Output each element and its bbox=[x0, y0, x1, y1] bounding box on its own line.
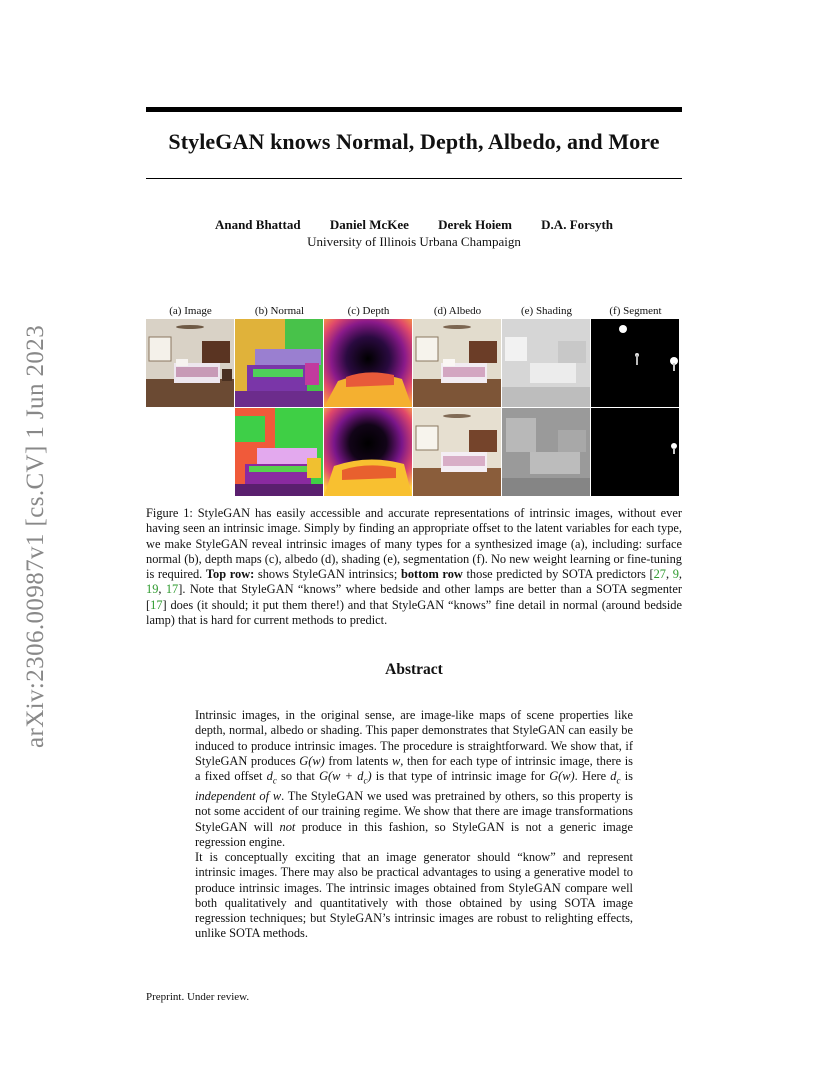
math-gw: G(w) bbox=[299, 753, 325, 768]
citation-17-second[interactable]: 17 bbox=[150, 597, 163, 612]
math-gwdc-end: ) bbox=[367, 769, 372, 784]
citation-17[interactable]: 17 bbox=[165, 582, 179, 597]
top-segment-panel bbox=[591, 319, 679, 407]
caption-bottom-row-label: bottom row bbox=[400, 567, 463, 582]
abstract-p1-d: so that bbox=[276, 769, 320, 784]
bottom-normal-panel bbox=[235, 408, 323, 496]
caption-intro: Figure 1: StyleGAN has easily accessible and accurate representations of intrinsic images, without ever having seen an intrinsic image. Simply by finding an appropriate offset to the latent variables for each type, we make StyleGAN reveal intrinsic images of many types for a synthesized image (a), including: surface normal (b), depth maps (c), albedo (d), shading (e), segmentation (f). No new weight learning or fine-tuning is required. bbox=[146, 506, 682, 582]
figure-labels bbox=[146, 305, 682, 319]
caption-top-row-label: Top row: bbox=[205, 567, 255, 582]
footer-note: Preprint. Under review. bbox=[146, 991, 250, 1003]
caption-bottom-row-text: those predicted by SOTA predictors [ bbox=[466, 567, 654, 582]
label-depth: (c) Depth bbox=[347, 305, 390, 317]
abstract-p1-a: Intrinsic images, in the original sense, are image-like maps of scene properties like depth, normal, albedo or shading. This paper demonstrates that StyleGAN can easily be induced to produce intrinsic images. The procedure is straightforward. We show that, if StyleGAN produces bbox=[195, 708, 633, 768]
arxiv-stamp: arXiv:2306.00987v1 [cs.CV] 1 Jun 2023 bbox=[22, 324, 49, 748]
abstract-heading: Abstract bbox=[385, 661, 443, 678]
abstract-paragraph-2: It is conceptually exciting that an image generator should “know” and represent intrinsic images. There may also be practical advantages to using a generative model to produce intrinsic images. The intrinsic images obtained from StyleGAN compare well both qualitatively and quantitatively with those obtained by using SOTA image regression techniques; but StyleGAN’s intrinsic images are robust to relighting effects, unlike SOTA methods. bbox=[195, 850, 633, 941]
top-normal-panel bbox=[235, 319, 323, 407]
abstract-paragraph-1 bbox=[195, 708, 633, 850]
abstract-p1-c: , then for each type of intrinsic image, there is a fixed offset bbox=[195, 753, 633, 784]
affiliation: University of Illinois Urbana Champaign bbox=[307, 234, 521, 249]
math-dc-2-sub: c bbox=[616, 775, 621, 786]
top-depth-panel bbox=[324, 319, 412, 407]
math-dc-sub: c bbox=[272, 775, 277, 786]
bottom-segment-panel bbox=[591, 408, 679, 496]
label-albedo: (d) Albedo bbox=[433, 305, 482, 317]
abstract-p1-emphasis: independent of w bbox=[195, 788, 282, 803]
top-shading-panel bbox=[502, 319, 590, 407]
bottom-albedo-panel bbox=[413, 408, 501, 496]
paper-title: StyleGAN knows Normal, Depth, Albedo, and More bbox=[168, 129, 660, 154]
math-dc: d bbox=[266, 769, 273, 784]
label-segment: (f) Segment bbox=[609, 305, 662, 317]
bottom-shading-panel bbox=[502, 408, 590, 496]
citation-9[interactable]: 9 bbox=[672, 567, 679, 582]
caption-mid-text: ]. Note that StyleGAN “knows” where bedside and other lamps are better than a SOTA segmenter [ bbox=[146, 582, 682, 612]
abstract-p1-g: is bbox=[620, 769, 633, 784]
top-image-panel bbox=[146, 319, 234, 407]
top-albedo-panel bbox=[413, 319, 501, 407]
math-gwdc: G(w + d bbox=[319, 769, 364, 784]
abstract-p1-b: from latents bbox=[324, 753, 392, 768]
math-dc-2: d bbox=[610, 769, 617, 784]
caption-end-text: ] does (it should; it put them there!) and that StyleGAN “knows” fine detail in normal (around bedside lamp) that is hard for current methods to predict. bbox=[146, 597, 682, 628]
bottom-depth-panel bbox=[324, 408, 412, 496]
citation-19[interactable]: 19 bbox=[146, 582, 159, 597]
abstract-p1-i: produce in this fashion, so StyleGAN is not a generic image regression engine. bbox=[195, 819, 633, 849]
math-gwdc-sub: c bbox=[363, 775, 368, 786]
author-names bbox=[146, 217, 682, 233]
label-image: (a) Image bbox=[169, 305, 212, 317]
abstract-p1-f: . Here bbox=[574, 769, 611, 784]
math-w: w bbox=[392, 753, 401, 768]
citation-27[interactable]: 27 bbox=[653, 567, 666, 582]
abstract-p1-e: is that type of intrinsic image for bbox=[371, 769, 550, 784]
author-4: D.A. Forsyth bbox=[541, 217, 614, 232]
caption-top-row-text: shows StyleGAN intrinsics; bbox=[257, 567, 398, 582]
author-3: Derek Hoiem bbox=[438, 217, 512, 232]
abstract-p1-h: . The StyleGAN we used was pretrained by others, so this property is not some accident of our training regime. We show that there are image transformations StyleGAN will bbox=[195, 788, 633, 834]
figure-caption: Figure 1: StyleGAN has easily accessible and accurate representations of intrinsic images, without ever having seen an intrinsic image. Simply by finding an appropriate offset to the latent variables for each type, we make StyleGAN reveal intrinsic images of many types for a synthesized image (a), including: surface normal (b), depth maps (c), albedo (d), shading (e), segmentation (f). No new weight learning or fine-tuning is required. Top row: shows StyleGAN intrinsics; bottom row those predicted by SOTA predictors [27, 9, 19, 17]. Note that StyleGAN “knows” where bedside and other lamps are better than a SOTA segmenter [17] does (it should; it put them there!) and that StyleGAN “knows” fine detail in normal (around bedside lamp) that is hard for current methods to predict. bbox=[146, 506, 682, 628]
label-shading: (e) Shading bbox=[520, 305, 572, 317]
author-2: Daniel McKee bbox=[329, 217, 409, 232]
abstract-p1-not: not bbox=[279, 819, 296, 834]
author-block bbox=[146, 217, 682, 250]
label-normal: (b) Normal bbox=[254, 305, 305, 317]
math-gw-2: G(w) bbox=[549, 769, 575, 784]
title-top-rule bbox=[146, 107, 682, 112]
title-bottom-rule bbox=[146, 178, 682, 179]
author-1: Anand Bhattad bbox=[214, 217, 301, 232]
